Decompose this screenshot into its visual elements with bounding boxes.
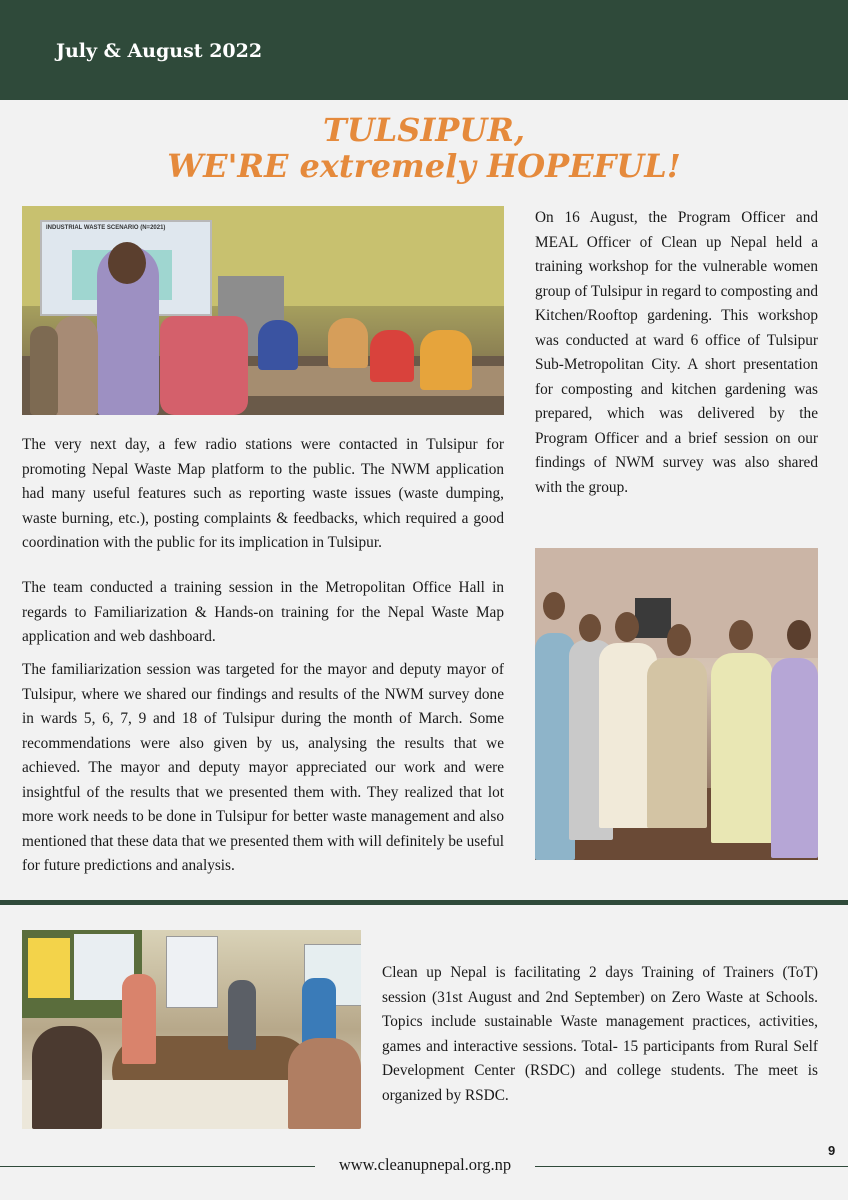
training-session-paragraph: The team conducted a training session in the Metropolitan Office Hall in regards to Familiarization & Hands-on training for the Nepal Waste Map application and web dashboard. <box>22 579 504 645</box>
training-photo <box>22 930 361 1129</box>
footer-rule-left <box>0 1166 315 1167</box>
group-photo <box>535 548 818 860</box>
article-title <box>0 112 848 184</box>
page-number: 9 <box>828 1143 836 1158</box>
newsletter-date: July & August 2022 <box>56 40 263 62</box>
title-line-2: WE'RE extremely HOPEFUL! <box>167 147 681 185</box>
radio-promotion-paragraph: The very next day, a few radio stations were contacted in Tulsipur for promoting Nepal Waste Map platform to the public. The NWM application had many useful features such as reporting waste issues (waste dumping, waste burning, etc.), posting complaints & feedbacks, which required a good coordination with the public for its implication in Tulsipur. <box>22 436 504 551</box>
tot-paragraph: Clean up Nepal is facilitating 2 days Training of Trainers (ToT) session (31st August and 2nd September) on Zero Waste at Schools. Topics include sustainable Waste management practices, activities, games and interactive sessions. Total- 15 participants from Rural Self Development Center (RSDC) and college students. The meet is organized by RSDC. <box>382 964 818 1104</box>
website-link[interactable]: www.cleanupnepal.org.np <box>338 1155 512 1174</box>
footer-rule-right <box>535 1166 848 1167</box>
workshop-paragraph: On 16 August, the Program Officer and MEAL Officer of Clean up Nepal held a training workshop for the vulnerable women group of Tulsipur in regard to composting and Kitchen/Rooftop gardening. This workshop was conducted at ward 6 office of Tulsipur Sub-Metropolitan City. A short presentation for composting and kitchen gardening was prepared, which was delivered by the Program Officer and a brief session on our findings of NWM survey was also shared with the group. <box>535 209 818 496</box>
title-line-1: TULSIPUR, <box>323 111 525 149</box>
familiarization-paragraph: The familiarization session was targeted for the mayor and deputy mayor of Tulsipur, where we shared our findings and results of the NWM survey done in wards 5, 6, 7, 9 and 18 of Tulsipur during the month of March. Some recommendations were also given by us, analysing the results that we achieved. The mayor and deputy mayor appreciated our work and were insightful of the results that we presented them with. They realized that lot more work needs to be done in Tulsipur for better waste management and also mentioned that these data that we presented them with will definitely be useful for future predictions and analysis. <box>22 661 504 874</box>
workshop-photo <box>22 206 504 415</box>
slide-text: INDUSTRIAL WASTE SCENARIO (N=2021) <box>46 225 166 231</box>
page-header <box>0 0 848 100</box>
section-divider <box>0 900 848 905</box>
